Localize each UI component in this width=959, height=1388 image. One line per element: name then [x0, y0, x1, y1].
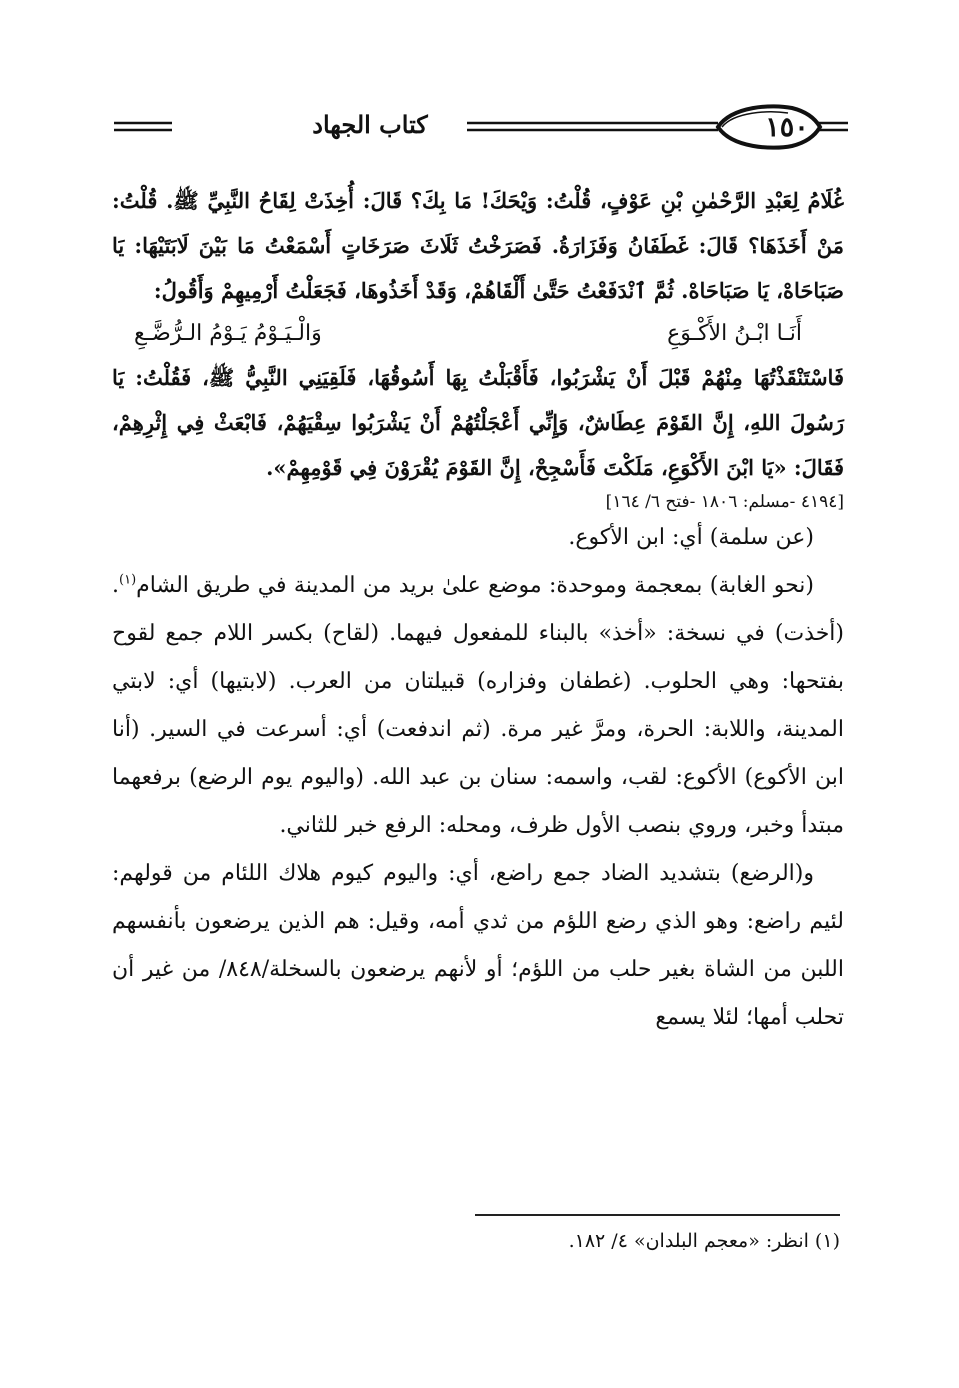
poem-hemistich-2: وَالْـيَـوْمُ يَـوْمُ الـرُّضَّـعِ: [134, 321, 322, 346]
hadith-line: أَرْمِيهِمْ وَأَقُولُ:: [153, 278, 279, 303]
reference-text: [٤١٩٤ -مسلم: ١٨٠٦ -فتح ٦/ ١٦٤]: [605, 492, 844, 512]
page-number: ١٥٠: [765, 112, 809, 143]
footnote-marker[interactable]: (١): [119, 572, 137, 588]
hadith-line: فَاسْتَنْقَذْتُهَا مِنْهُمْ قَبْلَ أَنْ يَشْرَبُوا، فَأَقْبَلْتُ بِهَا أَسُوقُهَا، فَلَقِيَنِي النَّبِيُّ ﷺ،: [202, 365, 844, 390]
commentary-paragraph-2: [112, 562, 844, 850]
hadith-reference: [112, 490, 844, 514]
hadith-line: فَقُلْتُ: يَا رَسُولَ اللهِ، إِنَّ القَوْمَ عِطَاشٌ، وَإِنِّي أَعْجَلْتُهُمْ أَنْ يَشْرَبُوا سِقْيَهُمْ، فَابْعَثْ فِي: [112, 365, 844, 435]
footnote-divider: [475, 1214, 840, 1216]
commentary-paragraph-3: [112, 850, 844, 1042]
commentary-text: و(الرضع) بتشديد الضاد جمع راضع، أي: واليوم كيوم هلاك اللئام من قولهم: لئيم راضع: وهو الذي رضع اللؤم من ثدي أمه، وقيل: هم الذين يرضعون بأنفسهم اللبن من الشاة بغير حلب من اللؤم؛ أو لأنهم يرضعون بالسخلة/٨٤٨/ من غير أن تحلب أمها؛ لئلا يسمع: [112, 861, 844, 1030]
commentary-text: . (أخذت) في نسخة: «أخذ» بالبناء للمفعول فيهما. (لقاح) بكسر اللام جمع لقوح بفتحها: وهي الحلوب. (غطفان وفزاره) قبيلتان من العرب. (لابتيها) أي: لابتي المدينة، واللابة: الحرة، ومرَّ غير مرة. (ثم اندفعت) أي: أسرعت في السير. (أنا ابن الأكوع) الأكوع: لقب، واسمه: سنان بن عبد الله. (واليوم يوم الرضع) برفعهما مبتدأ وخبر، وروي بنصب الأول ظرف، ومحله: الرفع خبر للثاني.: [112, 573, 844, 838]
hadith-line: إِثْرِهِمْ، فَقَالَ: «يَا ابْنَ الأَكْوَعِ، مَلَكْتَ فَأَسْجِحْ، إِنَّ القَوْمَ يُقْرَوْنَ فِي قَوْمِهِمْ».: [112, 410, 844, 480]
hadith-text-continued: [112, 355, 844, 490]
poem-hemistich-1: أَنَـا ابْـنُ الأَكْـوَعِ: [667, 321, 802, 346]
hadith-line: لَابَتَيْهَا: يَا صَبَاحَاهْ، يَا صَبَاحَاهْ. ثُمَّ ٱنْدَفَعْتُ حَتَّىٰ أَلْقَاهُمْ، وَقَدْ أَخَذُوهَا، فَجَعَلْتُ: [112, 233, 844, 303]
hadith-line: غُلَامُ لِعَبْدِ الرَّحْمٰنِ بْنِ عَوْفٍ، قُلْتُ: وَيْحَكَ! مَا بِكَ؟ قَالَ: أُخِذَتْ لِقَاحُ النَّبِيِّ ﷺ.: [166, 188, 844, 213]
page-header: [112, 100, 850, 156]
page-body: [112, 178, 844, 1042]
footnote: (١) انظر: «معجم البلدان» ٤/ ١٨٢.: [568, 1230, 840, 1252]
commentary-text: (نحو الغابة) بمعجمة وموحدة: موضع علىٰ بريد من المدينة في طريق الشام: [136, 573, 814, 598]
commentary-text: (عن سلمة) أي: ابن الأكوع.: [568, 525, 814, 550]
commentary-paragraph-1: [112, 514, 844, 562]
poem-verse: [112, 313, 844, 355]
hadith-line: قُلْتُ: مَنْ أَخَذَهَا؟ قَالَ: غَطَفَانُ وَفَزَارَةُ. فَصَرَخْتُ ثَلَاثَ صَرَخَاتٍ أَسْمَعْتُ مَا بَيْنَ: [112, 188, 844, 258]
hadith-text: [112, 178, 844, 313]
book-title: كتاب الجهاد: [312, 110, 428, 139]
